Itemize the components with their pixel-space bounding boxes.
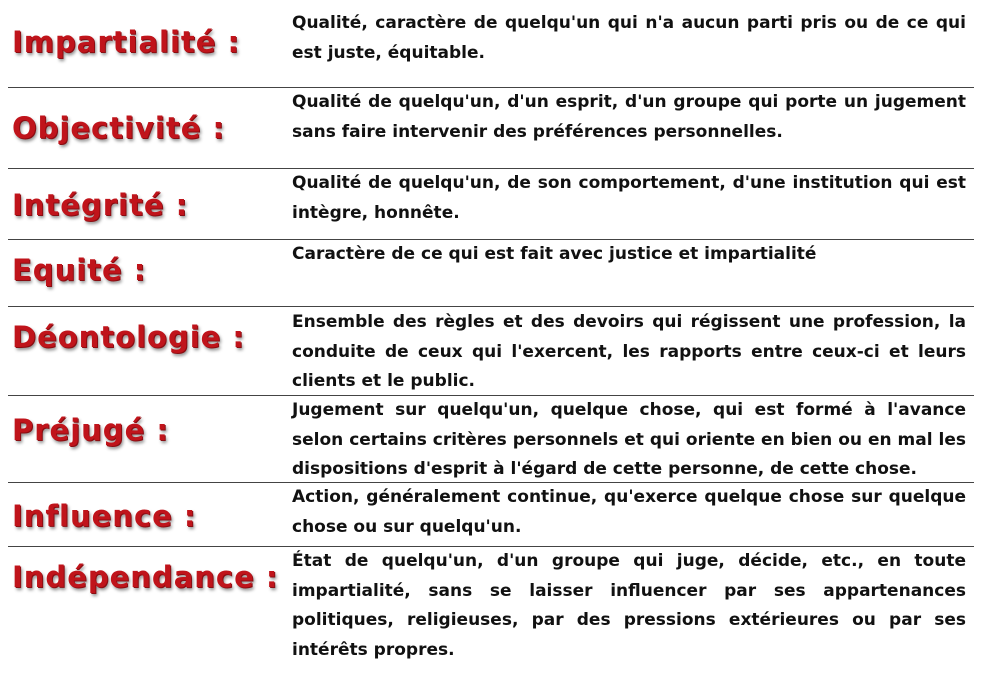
glossary-term: Equité :	[12, 253, 147, 287]
glossary-definition: Qualité, caractère de quelqu'un qui n'a aucun parti pris ou de ce qui est juste, équitable.	[292, 13, 966, 63]
glossary-term: Préjugé :	[12, 413, 169, 447]
glossary-definition: Qualité de quelqu'un, d'un esprit, d'un groupe qui porte un jugement sans faire intervenir des préférences personnelles.	[292, 92, 966, 142]
glossary-definition: Qualité de quelqu'un, de son comportement, d'une institution qui est intègre, honnête.	[292, 173, 966, 223]
glossary-term: Influence :	[12, 499, 197, 533]
glossary-definition: Caractère de ce qui est fait avec justice et impartialité	[292, 244, 817, 264]
glossary-term: Déontologie :	[12, 320, 246, 354]
glossary-term: Indépendance :	[12, 560, 279, 594]
glossary-term: Impartialité :	[12, 25, 241, 59]
glossary-definition: Action, généralement continue, qu'exerce quelque chose sur quelque chose ou sur quelqu'un.	[292, 487, 966, 537]
glossary-definition: Jugement sur quelqu'un, quelque chose, qui est formé à l'avance selon certains critères personnels et qui oriente en bien ou en mal les dispositions d'esprit à l'égard de cette personne, de cette chose.	[292, 400, 966, 479]
row-separator	[8, 306, 974, 307]
glossary-term: Objectivité :	[12, 111, 226, 145]
glossary-definition: État de quelqu'un, d'un groupe qui juge, décide, etc., en toute impartialité, sans se laisser influencer par ses appartenances politiques, religieuses, par des pressions extérieures ou par ses intérêts propres.	[292, 551, 966, 660]
glossary-term: Intégrité :	[12, 188, 189, 222]
glossary-definition: Ensemble des règles et des devoirs qui régissent une profession, la conduite de ceux qui l'exercent, les rapports entre ceux-ci et leurs clients et le public.	[292, 312, 966, 391]
